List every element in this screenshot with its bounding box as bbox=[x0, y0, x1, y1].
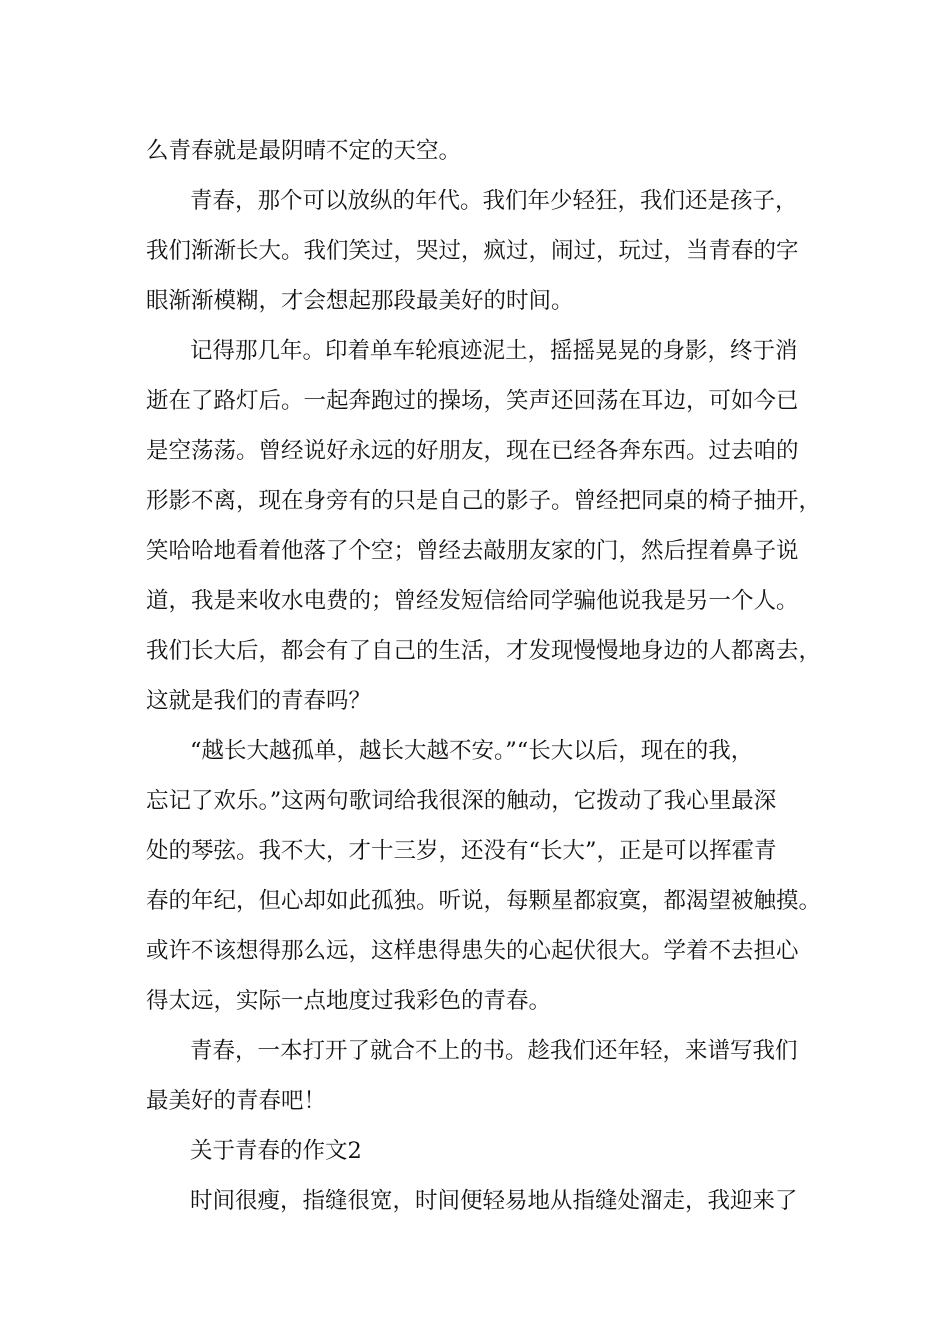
text-line: 我们渐渐长大。我们笑过，哭过，疯过，闹过，玩过，当青春的字 bbox=[146, 238, 799, 264]
text-line: 这就是我们的青春吗？ bbox=[146, 688, 372, 714]
paragraph-start: 青春，那个可以放纵的年代。我们年少轻狂，我们还是孩子， bbox=[190, 188, 798, 214]
text-line: 形影不离，现在身旁有的只是自己的影子。曾经把同桌的椅子抽开， bbox=[146, 488, 822, 514]
text-line: 眼渐渐模糊，才会想起那段最美好的时间。 bbox=[146, 288, 574, 314]
text-line: 道，我是来收水电费的；曾经发短信给同学骗他说我是另一个人。 bbox=[146, 588, 799, 614]
paragraph-start: 时间很瘦，指缝很宽，时间便轻易地从指缝处溜走，我迎来了 bbox=[190, 1188, 798, 1214]
text-line: 得太远，实际一点地度过我彩色的青春。 bbox=[146, 988, 552, 1014]
section-heading: 关于青春的作文2 bbox=[190, 1138, 362, 1164]
text-line: 逝在了路灯后。一起奔跑过的操场，笑声还回荡在耳边，可如今已 bbox=[146, 388, 799, 414]
text-line: 或许不该想得那么远，这样患得患失的心起伏很大。学着不去担心 bbox=[146, 938, 799, 964]
text-line: 忘记了欢乐。”这两句歌词给我很深的触动，它拨动了我心里最深 bbox=[146, 788, 777, 814]
text-line: 么青春就是最阴晴不定的天空。 bbox=[146, 138, 462, 164]
paragraph-start: 青春，一本打开了就合不上的书。趁我们还年轻，来谱写我们 bbox=[190, 1038, 798, 1064]
text-line: 处的琴弦。我不大，才十三岁，还没有“长大”，正是可以挥霍青 bbox=[146, 838, 777, 864]
text-line: 春的年纪，但心却如此孤独。听说，每颗星都寂寞，都渴望被触摸。 bbox=[146, 888, 822, 914]
text-line: 是空荡荡。曾经说好永远的好朋友，现在已经各奔东西。过去咱的 bbox=[146, 438, 799, 464]
text-line: 我们长大后，都会有了自己的生活，才发现慢慢地身边的人都离去， bbox=[146, 638, 822, 664]
text-line: 最美好的青春吧！ bbox=[146, 1088, 327, 1114]
paragraph-start: “越长大越孤单，越长大越不安。”“长大以后，现在的我， bbox=[190, 738, 754, 764]
paragraph-start: 记得那几年。印着单车轮痕迹泥土，摇摇晃晃的身影，终于消 bbox=[190, 338, 798, 364]
text-line: 笑哈哈地看着他落了个空；曾经去敲朋友家的门，然后捏着鼻子说 bbox=[146, 538, 799, 564]
